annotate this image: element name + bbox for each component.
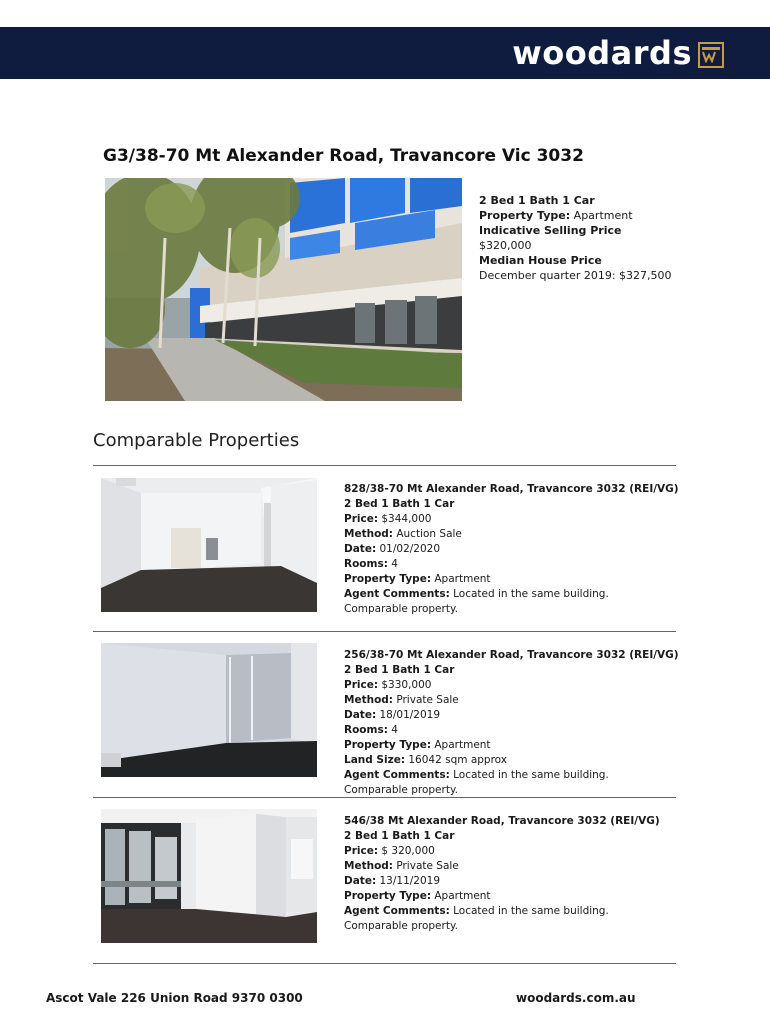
median-price-label: Median House Price: [479, 254, 602, 267]
property-features: 2 Bed 1 Bath 1 Car: [479, 194, 595, 207]
property-title: G3/38-70 Mt Alexander Road, Travancore Vic 3032: [103, 146, 584, 166]
land-size-value: 16042 sqm approx: [408, 754, 507, 766]
type-value: Apartment: [434, 739, 491, 751]
comments-value: Located in the same building.: [453, 769, 609, 781]
comments-label: Agent Comments:: [344, 905, 450, 917]
comparable-land-row: [344, 753, 674, 768]
divider: [93, 465, 676, 466]
rooms-label: Rooms:: [344, 558, 388, 570]
date-value: 18/01/2019: [379, 709, 441, 721]
comments-label: Agent Comments:: [344, 769, 450, 781]
comparable-details: [344, 648, 679, 798]
date-label: Date:: [344, 543, 377, 555]
comments-value: Located in the same building.: [453, 588, 609, 600]
logo-wordmark: woodards: [512, 34, 692, 72]
divider: [93, 797, 676, 798]
method-label: Method:: [344, 860, 393, 872]
price-value: $330,000: [381, 679, 432, 691]
comments-label: Agent Comments:: [344, 588, 450, 600]
comparable-comments-continued: Comparable property.: [344, 784, 459, 796]
comparable-price-row: [344, 678, 674, 693]
date-label: Date:: [344, 709, 377, 721]
comparable-comments-continued: Comparable property.: [344, 920, 459, 932]
divider: [93, 963, 676, 964]
land-size-label: Land Size:: [344, 754, 406, 766]
comparable-photo: [101, 478, 317, 612]
comparable-date-row: [344, 708, 674, 723]
comparable-type-row: [344, 889, 674, 904]
method-label: Method:: [344, 528, 393, 540]
method-value: Private Sale: [396, 860, 459, 872]
comparable-method-row: [344, 527, 674, 542]
comparable-address: 828/38-70 Mt Alexander Road, Travancore 3032 (REI/VG): [344, 483, 679, 495]
footer-office: Ascot Vale 226 Union Road 9370 0300: [46, 991, 303, 1005]
comparable-method-row: [344, 693, 674, 708]
divider: [93, 631, 676, 632]
comparable-address: 546/38 Mt Alexander Road, Travancore 3032 (REI/VG): [344, 815, 660, 827]
comparable-comments-continued: Comparable property.: [344, 603, 459, 615]
main-property-photo: [105, 178, 462, 401]
date-label: Date:: [344, 875, 377, 887]
price-label: Price:: [344, 513, 379, 525]
comparable-price-row: [344, 844, 674, 859]
date-value: 13/11/2019: [379, 875, 441, 887]
median-price-value: December quarter 2019: $327,500: [479, 269, 672, 282]
header-bar: [0, 27, 770, 79]
type-value: Apartment: [434, 890, 491, 902]
comparable-comments-row: [344, 587, 674, 602]
comments-value: Located in the same building.: [453, 905, 609, 917]
comparable-photo: [101, 809, 317, 943]
woodards-logo[interactable]: [512, 36, 724, 70]
comparable-rooms-row: [344, 557, 674, 572]
indicative-price-label: Indicative Selling Price: [479, 224, 622, 237]
property-type-row: [479, 208, 729, 223]
rooms-label: Rooms:: [344, 724, 388, 736]
rooms-value: 4: [391, 724, 398, 736]
property-type-label: Property Type:: [479, 209, 571, 222]
comparable-type-row: [344, 738, 674, 753]
rooms-value: 4: [391, 558, 398, 570]
comparable-details: [344, 814, 674, 934]
method-value: Auction Sale: [396, 528, 462, 540]
comparable-type-row: [344, 572, 674, 587]
comparable-photo: [101, 643, 317, 777]
type-label: Property Type:: [344, 739, 432, 751]
type-label: Property Type:: [344, 573, 432, 585]
comparable-rooms-row: [344, 723, 674, 738]
property-summary: [479, 193, 729, 283]
price-label: Price:: [344, 679, 379, 691]
price-value: $ 320,000: [381, 845, 435, 857]
method-value: Private Sale: [396, 694, 459, 706]
comparable-features: 2 Bed 1 Bath 1 Car: [344, 830, 455, 842]
type-label: Property Type:: [344, 890, 432, 902]
comparable-date-row: [344, 542, 674, 557]
comparable-features: 2 Bed 1 Bath 1 Car: [344, 664, 455, 676]
method-label: Method:: [344, 694, 393, 706]
comparables-heading: Comparable Properties: [93, 430, 300, 451]
comparable-method-row: [344, 859, 674, 874]
indicative-price-value: $320,000: [479, 239, 532, 252]
property-type-value: Apartment: [573, 209, 633, 222]
comparable-features: 2 Bed 1 Bath 1 Car: [344, 498, 455, 510]
comparable-date-row: [344, 874, 674, 889]
logo-w-icon: [698, 42, 724, 68]
comparable-price-row: [344, 512, 674, 527]
price-label: Price:: [344, 845, 379, 857]
footer-website-link[interactable]: woodards.com.au: [516, 991, 636, 1005]
comparable-details: [344, 482, 679, 617]
price-value: $344,000: [381, 513, 432, 525]
comparable-address: 256/38-70 Mt Alexander Road, Travancore 3032 (REI/VG): [344, 649, 679, 661]
comparable-comments-row: [344, 768, 674, 783]
comparable-comments-row: [344, 904, 674, 919]
type-value: Apartment: [434, 573, 491, 585]
date-value: 01/02/2020: [379, 543, 441, 555]
